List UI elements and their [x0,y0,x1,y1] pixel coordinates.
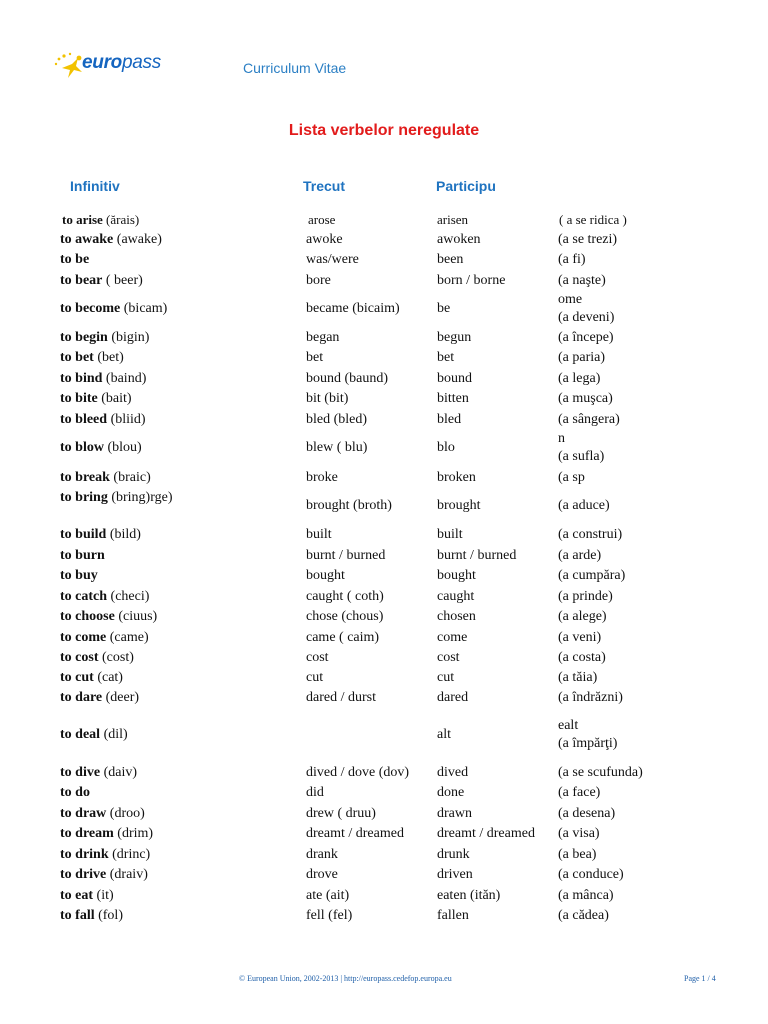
translation-cell: (a construi) [558,527,623,542]
infinitive-cell [60,548,105,564]
past-cell: blew ( blu) [306,440,368,455]
infinitive-cell [60,391,132,407]
infinitive-cell [60,371,146,387]
infinitive-cell [60,589,149,605]
infinitive-cell [60,330,149,346]
infinitive-cell [60,490,173,506]
europass-logo [52,50,162,82]
verb-infinitive: to do [60,785,90,800]
translation-cell: (a sângera) [558,412,620,427]
translation-cell: (a deveni) [558,310,615,325]
infinitive-cell [60,826,153,842]
translation-cell: (a naşte) [558,273,606,288]
verb-pronunciation: (deer) [102,690,140,705]
verb-pronunciation: (drinc) [108,847,151,862]
participle-cell: done [437,785,465,800]
infinitive-cell [60,273,143,289]
infinitive-cell [60,412,146,428]
past-cell: awoke [306,232,343,247]
participle-cell: drunk [437,847,470,862]
verb-pronunciation: (ciuus) [114,609,158,624]
verb-infinitive: to dream [60,826,114,841]
verb-infinitive: to bet [60,350,94,365]
translation-overflow-text: ealt [558,718,579,733]
verb-pronunciation: (daiv) [100,765,137,780]
verb-infinitive: to fall [60,908,95,923]
translation-cell: (a desena) [558,806,616,821]
verb-infinitive: to burn [60,548,105,563]
verb-pronunciation: (drim) [113,826,154,841]
participle-cell: come [437,630,468,645]
verb-infinitive: to begin [60,330,108,345]
translation-cell: (a cădea) [558,908,609,923]
past-cell: bore [306,273,331,288]
translation-cell: (a sp [558,470,585,485]
cv-label: Curriculum Vitae [243,60,347,76]
translation-cell: (a se trezi) [558,232,618,247]
verb-pronunciation: (bring)rge) [107,490,173,505]
past-cell: was/were [306,252,359,267]
participle-cell: bound [437,371,472,386]
translation-cell: (a sufla) [558,449,605,464]
verb-pronunciation: (came) [106,630,149,645]
translation-cell: (a costa) [558,650,606,665]
verb-infinitive: to arise [62,212,103,227]
infinitive-cell [60,301,167,317]
translation-cell: (a alege) [558,609,607,624]
translation-cell: ( a se ridica ) [559,212,627,227]
verb-infinitive: to dive [60,765,101,780]
participle-cell: cost [437,650,460,665]
translation-cell: (a prinde) [558,589,613,604]
infinitive-cell [60,609,157,625]
infinitive-cell [60,630,149,646]
participle-cell: brought [437,498,481,513]
participle-cell: dived [437,765,469,780]
past-cell: bet [306,350,324,365]
translation-overflow-text: n [558,431,565,446]
infinitive-cell [60,867,148,883]
translation-cell: (a tăia) [558,670,598,685]
past-cell: began [306,330,340,345]
past-cell: drove [306,867,338,882]
verb-infinitive: to choose [60,609,115,624]
logo-word-euro: euro [82,52,122,73]
past-cell: cut [306,670,324,685]
participle-cell: be [437,301,451,316]
translation-cell: (a veni) [558,630,602,645]
infinitive-cell [60,232,162,248]
verb-pronunciation: (bild) [106,527,141,542]
infinitive-cell [60,350,124,366]
verb-infinitive: to deal [60,727,101,742]
participle-cell: drawn [437,806,472,821]
verb-infinitive: to catch [60,589,108,604]
translation-overflow-text: ome [558,292,583,307]
verb-infinitive: to awake [60,232,114,247]
past-cell: drew ( druu) [306,806,376,821]
past-cell: broke [306,470,338,485]
verb-infinitive: to cut [60,670,94,685]
verb-infinitive: to bear [60,273,103,288]
verb-pronunciation: (baind) [102,371,147,386]
past-cell: bled (bled) [306,412,368,427]
infinitive-cell [60,690,139,706]
page-header [0,0,768,100]
participle-cell: bitten [437,391,469,406]
verb-pronunciation: (blou) [103,440,142,455]
participle-cell: fallen [437,908,469,923]
translation-cell: (a începe) [558,330,614,345]
translation-cell: (a fi) [558,252,586,267]
infinitive-cell [60,650,134,666]
column-header-participle: Participu [436,178,496,194]
column-header-past: Trecut [303,178,346,194]
participle-cell: been [437,252,464,267]
participle-cell: eaten (ităn) [437,888,501,903]
translation-cell: (a face) [558,785,601,800]
infinitive-cell [60,908,123,924]
participle-cell: bled [437,412,462,427]
verb-infinitive: to bleed [60,412,108,427]
verb-infinitive: to bite [60,391,98,406]
infinitive-cell [62,212,139,228]
past-cell: bound (baund) [306,371,389,386]
verb-pronunciation: (droo) [106,806,145,821]
verb-pronunciation: (bliid) [107,412,146,427]
verb-pronunciation: (bait) [97,391,132,406]
page-title: Lista verbelor neregulate [288,122,480,139]
participle-cell: alt [437,727,451,742]
past-cell: brought (broth) [306,498,392,513]
verb-pronunciation: ( beer) [102,273,143,288]
logo-word-pass: pass [121,52,161,73]
past-cell: caught ( coth) [306,589,384,604]
translation-cell: (a împărţi) [558,736,618,751]
past-cell: came ( caim) [306,630,380,645]
translation-cell: (a bea) [558,847,597,862]
past-cell: did [306,785,324,800]
translation-cell: (a arde) [558,548,602,563]
infinitive-cell [60,888,114,904]
infinitive-cell [60,765,137,781]
infinitive-cell [60,470,151,486]
participle-cell: awoken [437,232,481,247]
participle-cell: arisen [437,212,469,227]
translation-cell: (a se scufunda) [558,765,643,780]
participle-cell: bet [437,350,455,365]
infinitive-cell [60,568,98,584]
translation-cell: (a îndrăzni) [558,690,623,705]
verb-infinitive: to draw [60,806,107,821]
verb-pronunciation: (dil) [100,727,128,742]
participle-cell: burnt / burned [437,548,517,563]
participle-cell: chosen [437,609,476,624]
verb-infinitive: to buy [60,568,98,583]
past-cell: burnt / burned [306,548,386,563]
verb-infinitive: to bind [60,371,103,386]
participle-cell: bought [437,568,476,583]
verb-pronunciation: (bet) [93,350,124,365]
past-cell: dared / durst [306,690,376,705]
past-cell: fell (fel) [306,908,353,923]
translation-cell: (a paria) [558,350,606,365]
translation-cell: (a lega) [558,371,601,386]
verb-pronunciation: (checi) [107,589,150,604]
participle-cell: built [437,527,463,542]
infinitive-cell [60,670,123,686]
infinitive-cell [60,806,145,822]
verb-infinitive: to be [60,252,90,267]
participle-cell: driven [437,867,473,882]
translation-cell: (a visa) [558,826,600,841]
verb-pronunciation: (cost) [98,650,134,665]
verb-pronunciation: (draiv) [106,867,148,882]
participle-cell: broken [437,470,476,485]
infinitive-cell [60,727,128,743]
infinitive-cell [60,527,141,543]
verb-pronunciation: (bicam) [120,301,168,316]
verb-infinitive: to dare [60,690,103,705]
participle-cell: born / borne [437,273,506,288]
verb-infinitive: to blow [60,440,104,455]
past-cell: dived / dove (dov) [306,765,410,780]
verb-pronunciation: (it) [93,888,114,903]
footer-page-number: Page 1 / 4 [684,974,716,983]
past-cell: bit (bit) [306,391,349,406]
participle-cell: cut [437,670,455,685]
participle-cell: begun [437,330,472,345]
participle-cell: dreamt / dreamed [437,826,535,841]
verb-infinitive: to build [60,527,107,542]
verb-pronunciation: (bigin) [107,330,150,345]
past-cell: dreamt / dreamed [306,826,404,841]
verb-infinitive: to become [60,301,121,316]
translation-cell: (a cumpăra) [558,568,626,583]
verb-infinitive: to eat [60,888,94,903]
verb-infinitive: to drive [60,867,107,882]
participle-cell: caught [437,589,475,604]
infinitive-cell [60,785,90,801]
logo-wordmark [82,52,161,74]
past-cell: chose (chous) [306,609,384,624]
verb-infinitive: to come [60,630,107,645]
infinitive-cell [60,440,142,456]
verb-infinitive: to cost [60,650,99,665]
participle-cell: dared [437,690,469,705]
verb-pronunciation: (awake) [113,232,162,247]
infinitive-cell [60,252,89,268]
infinitive-cell [60,847,150,863]
footer-copyright: © European Union, 2002-2013 | http://europass.cedefop.europa.eu [239,974,452,983]
translation-cell: (a conduce) [558,867,624,882]
verb-infinitive: to bring [60,490,108,505]
verb-infinitive: to break [60,470,110,485]
past-cell: built [306,527,332,542]
column-header-infinitive: Infinitiv [70,178,120,194]
past-cell: arose [308,212,336,227]
verb-pronunciation: (braic) [109,470,151,485]
verb-pronunciation: (ărais) [102,212,140,227]
translation-cell: (a aduce) [558,498,610,513]
past-cell: became (bicaim) [306,301,400,316]
past-cell: cost [306,650,329,665]
translation-cell: (a muşca) [558,391,613,406]
participle-cell: blo [437,440,455,455]
past-cell: drank [306,847,338,862]
verb-infinitive: to drink [60,847,109,862]
verb-pronunciation: (fol) [94,908,123,923]
translation-cell: (a mânca) [558,888,614,903]
past-cell: ate (ait) [306,888,350,903]
past-cell: bought [306,568,345,583]
verb-pronunciation: (cat) [93,670,123,685]
